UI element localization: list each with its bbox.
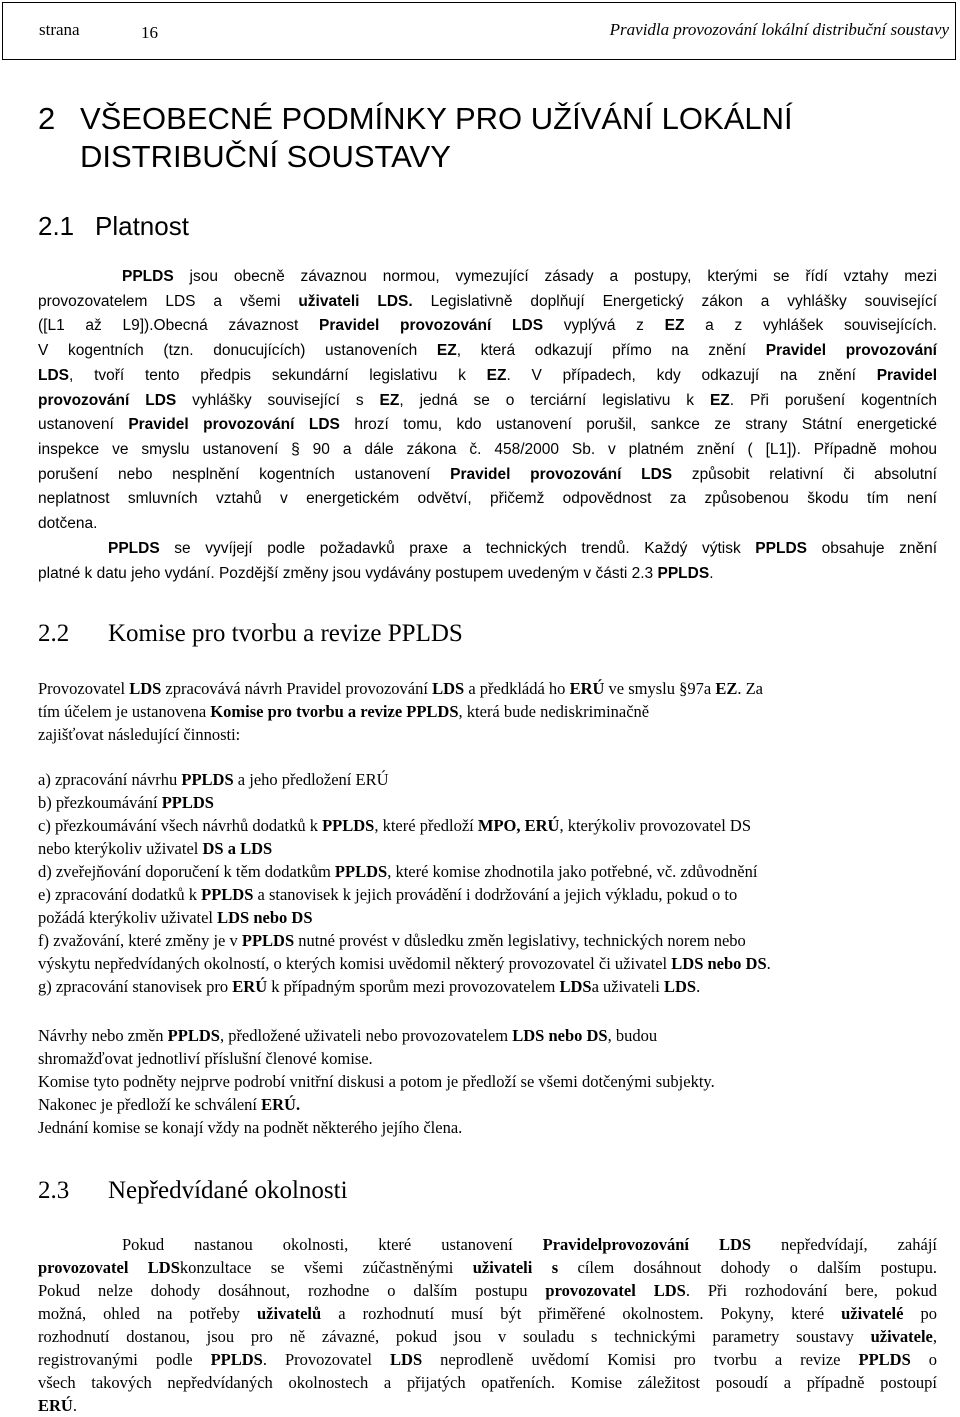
text-run: o bbox=[910, 1350, 938, 1369]
text-run: Jednání komise se konají vždy na podnět některého jejího člena. bbox=[38, 1118, 463, 1137]
text-run: , která bude nediskriminačně bbox=[458, 702, 650, 721]
text-line bbox=[38, 512, 937, 537]
commission-duties-list bbox=[38, 768, 937, 998]
text-line bbox=[38, 1233, 937, 1256]
bold-text: PPLDS bbox=[241, 931, 295, 950]
text-line bbox=[38, 290, 937, 315]
text-run: provozovatelem LDS a všemi bbox=[38, 292, 299, 310]
section-number: 2.3 bbox=[38, 1177, 70, 1204]
bold-text: uživateli s bbox=[472, 1258, 559, 1277]
text-line bbox=[38, 1371, 937, 1394]
bold-text: LDS nebo DS bbox=[512, 1026, 608, 1045]
text-line bbox=[38, 700, 937, 723]
text-run: a předkládá ho bbox=[464, 679, 570, 698]
text-run: . Při porušení kogentních bbox=[729, 391, 938, 409]
bold-text: ERÚ bbox=[232, 977, 268, 996]
text-run: platné k datu jeho vydání. Pozdější změny jsou vydávány postupem uvedeným v části 2.3 bbox=[38, 564, 658, 582]
text-line bbox=[38, 1024, 937, 1047]
bold-text: PPLDS bbox=[167, 1026, 220, 1045]
bold-text: EZ bbox=[436, 342, 457, 360]
text-line bbox=[38, 906, 937, 929]
text-run: , které předloží bbox=[374, 816, 478, 835]
text-run: . bbox=[696, 977, 701, 996]
text-line bbox=[38, 975, 937, 998]
bold-text: provozování LDS bbox=[38, 391, 177, 409]
text-run: Pokud nastanou okolnosti, které ustanovení bbox=[122, 1235, 543, 1254]
bold-text: EZ bbox=[715, 679, 738, 698]
text-run: nebo kterýkoliv uživatel bbox=[38, 839, 203, 858]
bold-text: LDS bbox=[663, 977, 697, 996]
text-run: e) zpracování dodatků k bbox=[38, 885, 202, 904]
text-run: požádá kterýkoliv uživatel bbox=[38, 908, 218, 927]
text-line bbox=[38, 791, 937, 814]
section-heading-2-3 bbox=[38, 1177, 348, 1205]
text-run: ve smyslu §97a bbox=[604, 679, 716, 698]
text-run: dotčena. bbox=[38, 515, 98, 533]
text-line bbox=[38, 1116, 937, 1139]
text-run: možná, ohled na potřeby bbox=[38, 1304, 257, 1323]
text-run: po bbox=[903, 1304, 937, 1323]
text-run: porušení nebo nesplnění kogentních ustanovení bbox=[38, 465, 451, 483]
text-run: b) přezkoumávání bbox=[38, 793, 162, 812]
bold-text: uživateli LDS. bbox=[298, 292, 413, 310]
paragraph-unforeseen bbox=[38, 1233, 937, 1417]
bold-text: ERÚ bbox=[569, 679, 605, 698]
text-run: . Za bbox=[737, 679, 763, 698]
bold-text: PPLDS bbox=[334, 862, 388, 881]
bold-text: provozovatel LDS bbox=[545, 1281, 686, 1300]
text-run: nepředvídají, zahájí bbox=[751, 1235, 937, 1254]
bold-text: Pravidel provozování LDS bbox=[319, 317, 544, 335]
text-run: se vyvíjejí podle požadavků praxe a technických trendů. Každý výtisk bbox=[159, 540, 756, 557]
text-line bbox=[38, 952, 937, 975]
text-run: , tvoří tento předpis sekundární legislativu k bbox=[69, 366, 487, 384]
page-header bbox=[2, 2, 956, 60]
bold-text: ERÚ bbox=[38, 1396, 73, 1415]
text-line bbox=[38, 883, 937, 906]
chapter-number: 2 bbox=[38, 101, 56, 136]
text-line bbox=[38, 1279, 937, 1302]
section-title: Nepředvídané okolnosti bbox=[108, 1177, 348, 1204]
text-run: Provozovatel bbox=[38, 679, 130, 698]
bold-text: PPLDS bbox=[161, 793, 214, 812]
bold-text: LDS bbox=[559, 977, 592, 996]
text-line bbox=[38, 487, 937, 512]
bold-text: EZ bbox=[664, 317, 685, 335]
text-run: d) zveřejňování doporučení k těm dodatkům bbox=[38, 862, 335, 881]
text-run: vyplývá z bbox=[543, 317, 665, 335]
bold-text: EZ bbox=[709, 391, 730, 409]
paragraph-commission-closing bbox=[38, 1024, 937, 1139]
text-line bbox=[38, 1348, 937, 1371]
document-title: Pravidla provozování lokální distribuční soustavy bbox=[609, 20, 949, 39]
section-number: 2.1 bbox=[38, 211, 75, 241]
bold-text: uživatele bbox=[870, 1327, 933, 1346]
bold-text: PPLDS bbox=[755, 540, 807, 557]
bold-text: LDS bbox=[129, 679, 162, 698]
text-run: Legislativně doplňují Energetický zákon a vyhlášky související bbox=[412, 292, 937, 310]
bold-text: PPLDS bbox=[108, 540, 160, 557]
text-run: inspekce ve smyslu ustanovení § 90 a dále zákona č. 458/2000 Sb. v platném znění ( [L1]). Případně mohou bbox=[38, 440, 937, 458]
text-run: neplatnost smluvních vztahů v energetickém odvětví, přičemž odpovědnost za způsobenou škodu tím není bbox=[38, 490, 937, 508]
text-line bbox=[38, 364, 937, 389]
bold-text: MPO, ERÚ bbox=[477, 816, 560, 835]
bold-text: Pravidel provozování LDS bbox=[128, 416, 340, 434]
section-number: 2.2 bbox=[38, 620, 70, 647]
text-run: . bbox=[709, 564, 714, 582]
bold-text: uživatelů bbox=[256, 1304, 322, 1323]
page-label: strana bbox=[39, 20, 80, 39]
text-run: neprodleně uvědomí Komisi pro tvorbu a revize bbox=[422, 1350, 859, 1369]
text-run: Nakonec je předloží ke schválení bbox=[38, 1095, 262, 1114]
text-run: f) zvažování, které změny je v bbox=[38, 931, 242, 950]
text-run: způsobit relativní či absolutní bbox=[672, 465, 937, 483]
text-line bbox=[38, 265, 937, 290]
bold-text: PPLDS bbox=[657, 564, 710, 582]
text-line bbox=[38, 723, 937, 746]
section-title: Platnost bbox=[95, 211, 189, 241]
section-heading-2-1 bbox=[38, 211, 189, 242]
text-run: zajišťovat následující činnosti: bbox=[38, 725, 241, 744]
bold-text: LDS bbox=[390, 1350, 423, 1369]
text-run: cílem dosáhnout dohody o dalším postupu. bbox=[558, 1258, 937, 1277]
page-number: 16 bbox=[141, 23, 158, 42]
text-run: tím účelem je ustanovena bbox=[38, 702, 211, 721]
text-run: , kterýkoliv provozovatel DS bbox=[559, 816, 752, 835]
text-run: a) zpracování návrhu bbox=[38, 770, 182, 789]
text-run: jsou obecně závaznou normou, vymezující zásady a postupy, kterými se řídí vztahy mezi bbox=[173, 268, 937, 285]
text-line bbox=[38, 1047, 937, 1070]
bold-text: EZ bbox=[379, 391, 400, 409]
text-run: k případným sporům mezi provozovatelem bbox=[267, 977, 560, 996]
text-run: , jedná se o terciární legislativu k bbox=[399, 391, 710, 409]
text-run: a z vyhlášek souvisejících. bbox=[684, 317, 937, 335]
text-run: výskytu nepředvídaných okolností, o kterých komisi uvědomil některý provozovatel či uživatel bbox=[38, 954, 672, 973]
chapter-heading bbox=[38, 100, 793, 176]
text-run: shromažďovat jednotliví příslušní členové komise. bbox=[38, 1049, 373, 1068]
text-line bbox=[38, 1070, 937, 1093]
text-run: Návrhy nebo změn bbox=[38, 1026, 168, 1045]
bold-text: ERÚ. bbox=[261, 1095, 301, 1114]
bold-text: Pravidel provozování LDS bbox=[450, 465, 673, 483]
text-run: , budou bbox=[607, 1026, 658, 1045]
text-run: konzultace se všemi zúčastněnými bbox=[179, 1258, 473, 1277]
bold-text: PPLDS bbox=[210, 1350, 263, 1369]
text-run: registrovanými podle bbox=[38, 1350, 211, 1369]
section-title: Komise pro tvorbu a revize PPLDS bbox=[108, 620, 463, 647]
text-run: , které komise zhodnotila jako potřebné, vč. zdůvodnění bbox=[387, 862, 758, 881]
text-run: g) zpracování stanovisek pro bbox=[38, 977, 233, 996]
text-run: c) přezkoumávání všech návrhů dodatků k bbox=[38, 816, 323, 835]
text-run: . bbox=[72, 1396, 77, 1415]
text-line bbox=[38, 837, 937, 860]
bold-text: LDS bbox=[432, 679, 465, 698]
text-line bbox=[38, 768, 937, 791]
text-line bbox=[38, 438, 937, 463]
text-line bbox=[38, 389, 937, 414]
text-run: Komise tyto podněty nejprve podrobí vnitřní diskusi a potom je předloží se všemi dotčenými subjekty. bbox=[38, 1072, 715, 1091]
text-line bbox=[38, 860, 937, 883]
text-line bbox=[38, 413, 937, 438]
text-run: rozhodnutí dostanou, jsou pro ně závazné, pokud jsou v souladu s technickými parametry soustavy bbox=[38, 1327, 871, 1346]
bold-text: Komise pro tvorbu a revize PPLDS bbox=[210, 702, 459, 721]
chapter-title-line1: VŠEOBECNÉ PODMÍNKY PRO UŽÍVÁNÍ LOKÁLNÍ bbox=[80, 101, 793, 136]
bold-text: Pravidelprovozování LDS bbox=[542, 1235, 752, 1254]
text-run: nutné provést v důsledku změn legislativy, technických norem nebo bbox=[294, 931, 746, 950]
text-run: V kogentních (tzn. donucujících) ustanoveních bbox=[38, 342, 437, 360]
bold-text: EZ bbox=[486, 366, 507, 384]
text-run: obsahuje znění bbox=[806, 540, 938, 557]
paragraph-validity bbox=[38, 265, 937, 537]
text-run: a jeho předložení ERÚ bbox=[233, 770, 389, 789]
text-run: všech takových nepředvídaných okolnostech a přijatých opatřeních. Komise záležitost posoudí a případně postoupí bbox=[38, 1373, 937, 1392]
bold-text: uživatelé bbox=[841, 1304, 904, 1323]
bold-text: Pravidel provozování bbox=[765, 342, 937, 360]
text-run: . bbox=[766, 954, 771, 973]
paragraph-updates bbox=[38, 537, 937, 586]
bold-text: PPLDS bbox=[122, 268, 174, 285]
text-line bbox=[38, 1325, 937, 1348]
text-line bbox=[38, 562, 937, 587]
text-line bbox=[38, 537, 937, 562]
text-run: zpracovává návrh Pravidel provozování bbox=[161, 679, 433, 698]
text-run: . V případech, kdy odkazují na znění bbox=[506, 366, 877, 384]
text-line bbox=[38, 814, 937, 837]
text-run: , bbox=[932, 1327, 937, 1346]
text-line bbox=[38, 1302, 937, 1325]
bold-text: PPLDS bbox=[181, 770, 234, 789]
text-line bbox=[38, 339, 937, 364]
text-line bbox=[38, 1256, 937, 1279]
text-run: . Při rozhodování bere, pokud bbox=[685, 1281, 937, 1300]
text-run: a uživateli bbox=[591, 977, 664, 996]
text-run: vyhlášky související s bbox=[176, 391, 380, 409]
text-run: a rozhodnutí musí být přiměřené okolnostem. Pokyny, které bbox=[321, 1304, 842, 1323]
text-line bbox=[38, 1394, 937, 1417]
text-run: ([L1 až L9]).Obecná závaznost bbox=[38, 317, 320, 335]
bold-text: DS a LDS bbox=[202, 839, 273, 858]
text-line bbox=[38, 677, 937, 700]
text-run: hrozí tomu, kdo ustanovení porušil, sankce ze strany Státní energetické bbox=[339, 416, 937, 434]
paragraph-commission-intro bbox=[38, 677, 937, 746]
text-run: , předložené uživateli nebo provozovatelem bbox=[219, 1026, 513, 1045]
text-run: a stanovisek k jejich provádění i dodržování a jejich výkladu, pokud o to bbox=[253, 885, 738, 904]
section-heading-2-2 bbox=[38, 620, 463, 648]
text-line bbox=[38, 929, 937, 952]
text-run: ustanovení bbox=[38, 416, 129, 434]
text-run: Pokud nelze dohody dosáhnout, rozhodne o dalším postupu bbox=[38, 1281, 546, 1300]
text-line bbox=[38, 463, 937, 488]
text-line bbox=[38, 1093, 937, 1116]
chapter-title-line2: DISTRIBUČNÍ SOUSTAVY bbox=[80, 139, 451, 174]
bold-text: LDS nebo DS bbox=[671, 954, 767, 973]
bold-text: PPLDS bbox=[201, 885, 254, 904]
bold-text: LDS bbox=[38, 366, 69, 384]
bold-text: PPLDS bbox=[322, 816, 375, 835]
bold-text: LDS nebo DS bbox=[217, 908, 313, 927]
bold-text: PPLDS bbox=[858, 1350, 911, 1369]
bold-text: provozovatel LDS bbox=[38, 1258, 180, 1277]
text-run: , která odkazují přímo na znění bbox=[456, 342, 766, 360]
text-line bbox=[38, 314, 937, 339]
text-run: . Provozovatel bbox=[262, 1350, 391, 1369]
bold-text: Pravidel bbox=[876, 366, 937, 384]
